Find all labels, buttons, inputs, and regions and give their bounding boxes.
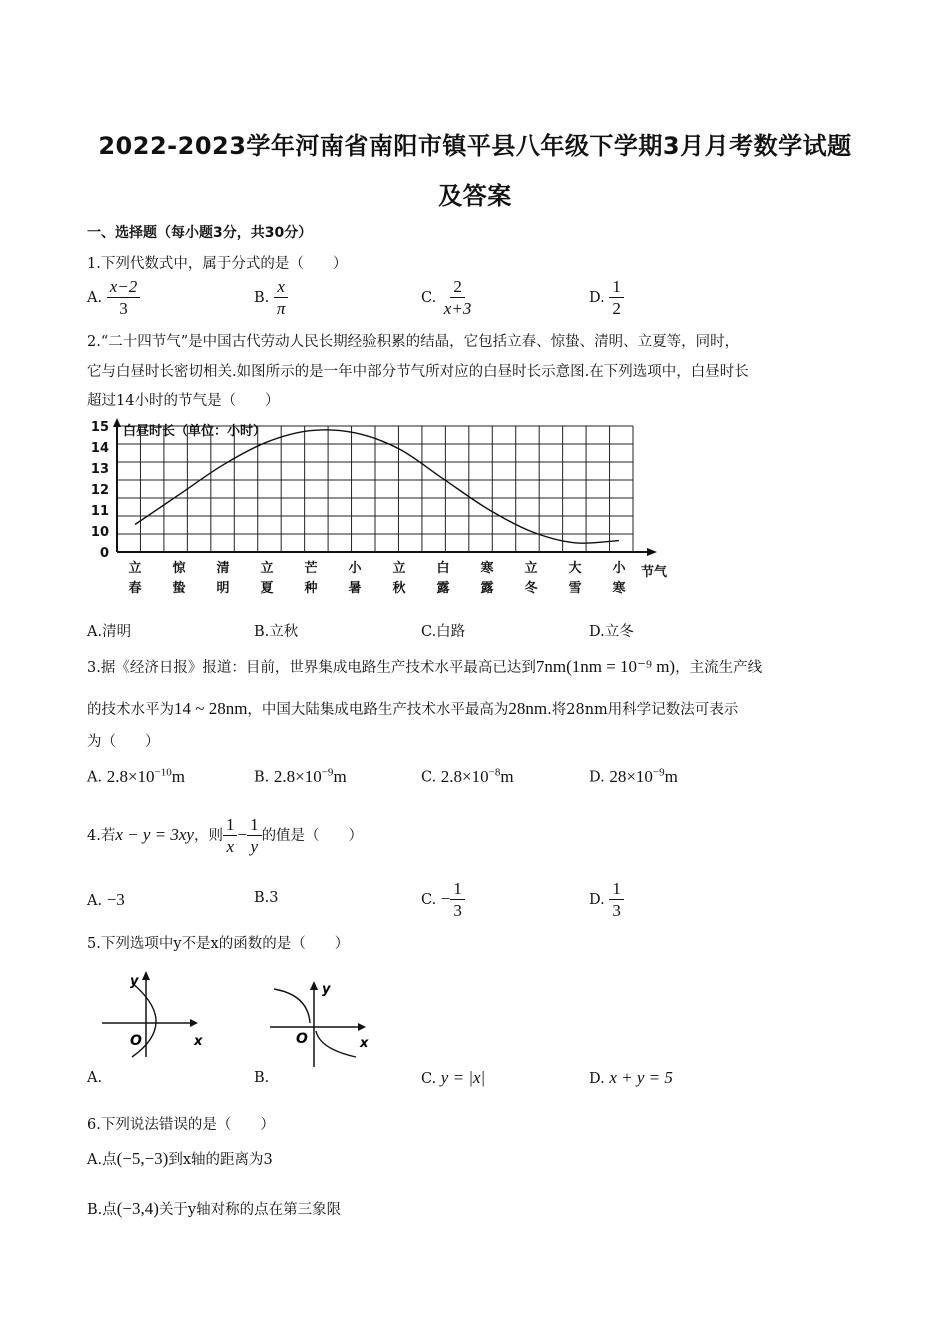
q5-option-c <box>421 1068 485 1088</box>
x-tick-label-bottom: 暑 <box>348 581 362 596</box>
option-label: C. <box>421 891 437 908</box>
q4-option-b <box>254 890 279 906</box>
text: B.点 <box>87 1202 117 1218</box>
q5-graph-b <box>268 975 378 1070</box>
q6-stem: 6.下列说法错误的是（ ） <box>87 1117 275 1133</box>
math-expression: x + y = 5 <box>609 1068 673 1087</box>
minus-sign: − <box>440 888 451 908</box>
q3-option-a <box>87 766 185 787</box>
text: .将28nm用科学记数法可表示 <box>547 702 739 718</box>
numerator: 1 <box>609 878 624 900</box>
denominator: 2 <box>612 299 621 319</box>
value: −3 <box>106 890 125 909</box>
option-label: B. <box>254 289 270 306</box>
x-tick-label-top: 芒 <box>304 561 318 576</box>
text: ，中国大陆集成电路生产技术水平最高为 <box>247 702 509 718</box>
exponent: −10 <box>154 766 172 778</box>
math-expression: 7nm(1nm = 10⁻⁹ m) <box>535 657 676 676</box>
x-axis-label: 节气 <box>641 565 668 580</box>
x-tick-label-top: 寒 <box>480 561 494 576</box>
math-expression: 28nm <box>508 699 548 718</box>
q3-option-c <box>421 766 514 787</box>
unit: m <box>664 766 678 786</box>
y-tick-label: 10 <box>90 525 109 540</box>
option-label: D. <box>589 891 605 908</box>
x-tick-label-bottom: 蛰 <box>172 581 186 596</box>
x-tick-label-top: 小 <box>612 561 626 576</box>
math-expression <box>609 767 678 786</box>
base: 28×10 <box>609 766 653 786</box>
text: ，则 <box>193 827 223 844</box>
exponent: −9 <box>652 766 665 778</box>
y-tick-label: 0 <box>99 546 109 561</box>
text: ，主流生产线 <box>675 660 763 676</box>
q1-option-b <box>254 276 288 320</box>
fraction <box>107 276 141 320</box>
math-expression: y = |x| <box>440 1068 486 1087</box>
math-expression <box>274 767 347 786</box>
q5-option-b: B. <box>254 1070 270 1086</box>
y-tick-labels <box>91 420 109 561</box>
q3-stem-line2 <box>87 698 738 719</box>
option-label: C. <box>421 769 437 786</box>
x-tick-label-top: 惊 <box>172 561 186 576</box>
minus-sign: − <box>237 824 248 844</box>
option-label: B. <box>254 769 270 786</box>
y-axis-arrow <box>113 418 121 427</box>
option-label: C. <box>421 289 437 306</box>
numerator: 1 <box>450 878 465 900</box>
q2-option-d: D.立冬 <box>589 624 634 640</box>
unit: m <box>333 766 347 786</box>
text: 的值是（ ） <box>261 827 364 844</box>
math-expression: 14 ~ 28nm <box>174 699 248 718</box>
y-axis-label: y <box>130 974 139 989</box>
math-expression <box>441 767 514 786</box>
q6-option-a <box>87 1148 273 1169</box>
math-expression <box>107 767 185 786</box>
x-tick-label-bottom: 露 <box>480 581 494 596</box>
q4-option-c <box>421 878 465 922</box>
x-tick-label-bottom: 种 <box>304 581 318 596</box>
x-tick-label-bottom: 秋 <box>392 581 406 596</box>
text: 关于y轴对称的点在第三象限 <box>158 1202 342 1218</box>
fraction <box>223 814 238 858</box>
q2-option-a: A.清明 <box>87 624 132 640</box>
q2-option-b: B.立秋 <box>254 624 299 640</box>
fraction <box>609 878 624 922</box>
denominator: x+3 <box>443 299 472 319</box>
text: A.点 <box>87 1152 117 1168</box>
y-tick-label: 11 <box>90 504 109 519</box>
origin-label: O <box>130 1033 142 1049</box>
daylight-curve <box>135 430 619 543</box>
q2-option-c: C.白路 <box>421 624 466 640</box>
q5-option-d <box>589 1068 673 1088</box>
base: 2.8×10 <box>440 766 489 786</box>
x-tick-label-bottom: 雪 <box>568 581 582 596</box>
x-tick-label-bottom: 寒 <box>612 581 626 596</box>
base: 2.8×10 <box>273 766 322 786</box>
numerator: 1 <box>223 814 238 836</box>
y-tick-label: 13 <box>90 462 109 477</box>
x-axis-label: x <box>194 1034 203 1049</box>
denominator: 3 <box>119 299 128 319</box>
numerator: 1 <box>609 276 624 298</box>
option-label: D. <box>589 769 605 786</box>
q2-stem-line3: 超过14小时的节气是（ ） <box>87 393 280 409</box>
q5-graph-a <box>100 965 210 1060</box>
section-heading: 一、选择题（每小题3分，共30分） <box>87 225 313 241</box>
math-expression: (−5,−3) <box>116 1149 169 1168</box>
fraction <box>450 878 465 922</box>
q6-option-b <box>87 1198 341 1219</box>
q1-option-a <box>87 276 140 320</box>
q4-option-d <box>589 878 624 922</box>
x-tick-label-bottom: 露 <box>436 581 450 596</box>
numerator: 2 <box>450 276 465 298</box>
x-tick-label-top: 立 <box>524 561 538 576</box>
text: 4.若 <box>87 827 116 844</box>
x-tick-label-top: 小 <box>348 561 362 576</box>
x-tick-label-top: 大 <box>568 561 582 576</box>
option-label: A. <box>87 289 103 306</box>
numerator: x−2 <box>107 276 141 298</box>
denominator: π <box>276 299 286 319</box>
q1-option-c <box>421 276 474 320</box>
fraction <box>609 276 624 320</box>
x-tick-label-top: 清 <box>216 561 230 576</box>
q4-option-a <box>87 890 125 910</box>
page-title: 2022-2023学年河南省南阳市镇平县八年级下学期3月月考数学试题 <box>98 132 852 160</box>
x-tick-label-bottom: 春 <box>128 581 142 596</box>
y-axis-label: y <box>322 982 331 997</box>
x-tick-label-top: 立 <box>128 561 142 576</box>
fraction <box>247 814 262 858</box>
option-label: A. <box>87 769 103 786</box>
numerator: 1 <box>247 814 262 836</box>
option-label: C. <box>421 1071 437 1087</box>
option-label: B. <box>254 890 270 906</box>
denominator: 3 <box>612 901 621 921</box>
value: 3 <box>269 890 279 906</box>
math-expression: (−3,4) <box>116 1199 159 1218</box>
q5-option-a: A. <box>87 1070 103 1086</box>
text: 到x轴的距离为3 <box>168 1152 273 1168</box>
denominator: 3 <box>453 901 462 921</box>
math-expression: x − y = 3xy <box>115 824 194 844</box>
q1-stem: 1.下列代数式中，属于分式的是（ ） <box>87 256 348 272</box>
chart-title: 白昼时长（单位：小时） <box>123 424 267 439</box>
q5-stem: 5.下列选项中y不是x的函数的是（ ） <box>87 936 350 952</box>
numerator: x <box>274 276 288 298</box>
q3-option-b <box>254 766 347 787</box>
x-tick-label-top: 立 <box>260 561 274 576</box>
q2-stem-line2: 它与白昼时长密切相关.如图所示的是一年中部分节气所对应的白昼时长示意图.在下列选项中，白昼时长 <box>87 364 749 380</box>
text: 的技术水平为 <box>87 702 174 718</box>
exponent: −9 <box>321 766 334 778</box>
q3-stem-line1 <box>87 656 762 677</box>
text: 3.据《经济日报》报道：目前，世界集成电路生产技术水平最高已达到 <box>87 660 536 676</box>
x-tick-label-bottom: 夏 <box>260 581 274 596</box>
x-axis-label: x <box>360 1036 369 1051</box>
x-tick-label-bottom: 冬 <box>524 581 538 596</box>
x-tick-labels <box>128 560 626 596</box>
q2-stem-line1: 2.“二十四节气”是中国古代劳动人民长期经验积累的结晶，它包括立春、惊蛰、清明、立夏等，同时， <box>87 334 740 350</box>
q3-stem-line3: 为（ ） <box>87 734 160 750</box>
q1-option-d <box>589 276 624 320</box>
q4-stem <box>87 814 363 858</box>
page-title-line2: 及答案 <box>438 182 512 210</box>
fraction <box>441 276 475 320</box>
fraction <box>274 276 289 320</box>
y-tick-label: 15 <box>90 420 109 435</box>
q3-option-d <box>589 766 678 787</box>
x-tick-label-top: 白 <box>436 561 450 576</box>
y-tick-label: 14 <box>90 441 109 456</box>
unit: m <box>500 766 514 786</box>
exponent: −8 <box>488 766 501 778</box>
y-tick-label: 12 <box>90 483 109 498</box>
unit: m <box>171 766 185 786</box>
denominator: x <box>226 837 234 857</box>
origin-label: O <box>296 1031 308 1047</box>
option-label: A. <box>87 893 103 909</box>
option-label: D. <box>589 1071 605 1087</box>
denominator: y <box>250 837 259 857</box>
daylight-chart <box>85 418 685 613</box>
x-tick-label-bottom: 明 <box>216 581 230 596</box>
base: 2.8×10 <box>106 766 155 786</box>
option-label: D. <box>589 289 605 306</box>
x-axis-arrow <box>647 548 657 556</box>
x-tick-label-top: 立 <box>392 561 406 576</box>
